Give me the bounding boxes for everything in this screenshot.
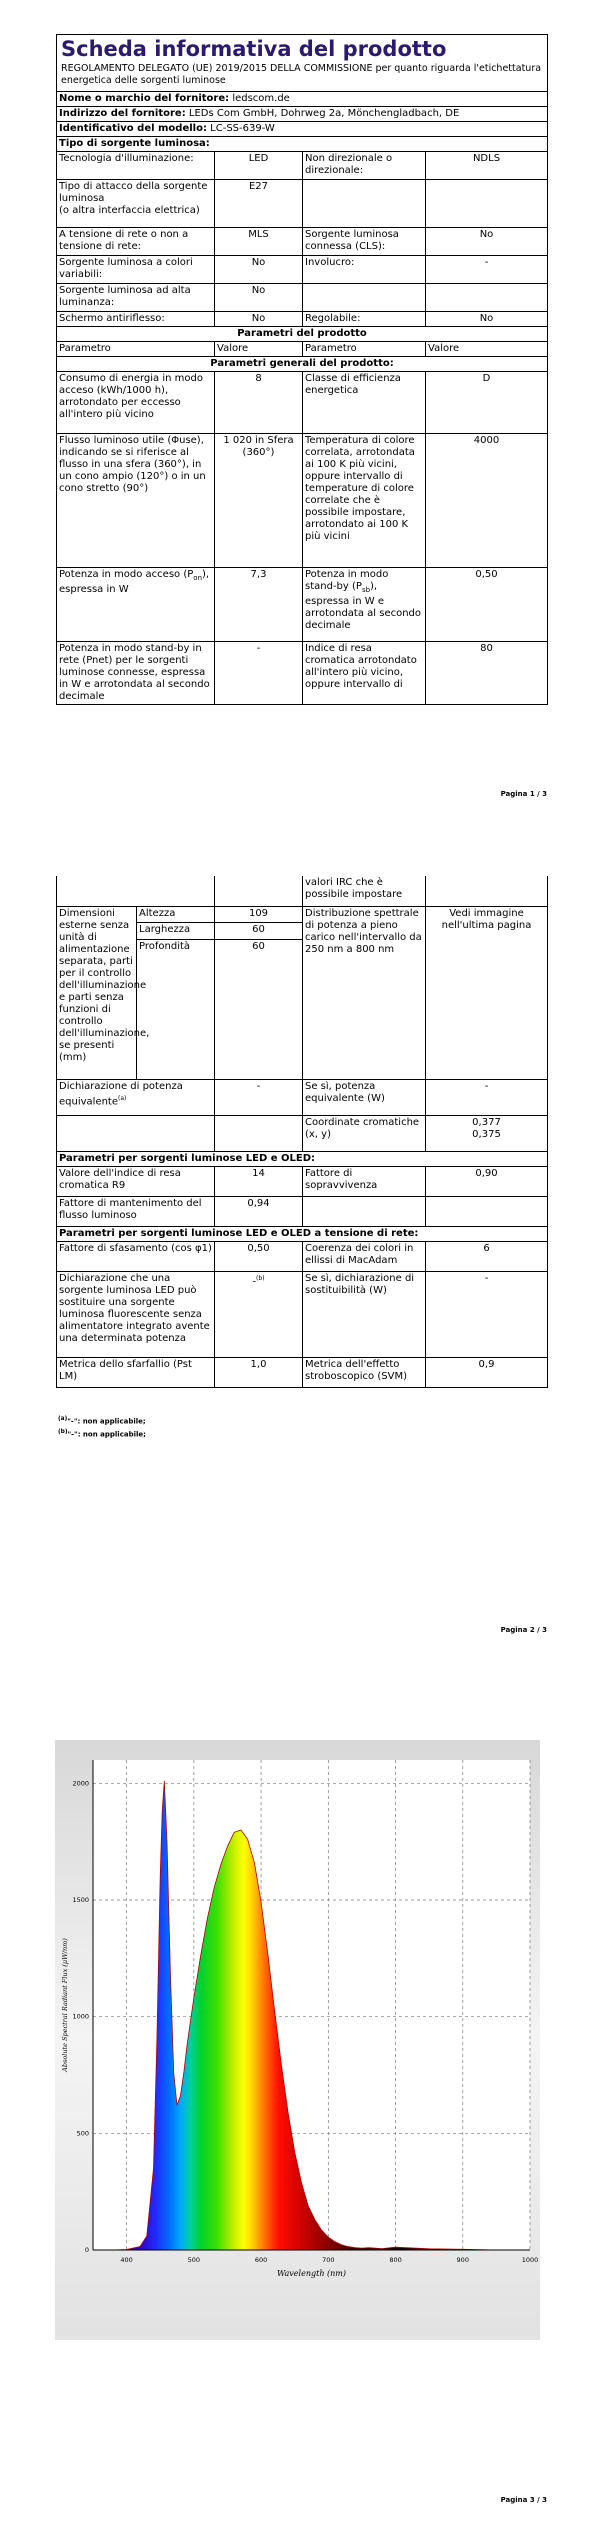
param-value: 0,94 xyxy=(215,1196,303,1226)
equivalent-power-w-value: - xyxy=(426,1079,548,1115)
type-row-value: No xyxy=(215,284,303,312)
page-number: Pagina 1 / 3 xyxy=(500,790,547,798)
footnotes xyxy=(58,1414,146,1441)
params-header: Parametri del prodotto xyxy=(57,327,548,342)
param-label: Valore dell'indice di resa cromatica R9 xyxy=(57,1166,215,1196)
param-value: 1,0 xyxy=(215,1357,303,1387)
dimension-name: Profondità xyxy=(137,939,215,1079)
supplier-address-value: LEDs Com GmbH, Dohrweg 2a, Mönchengladbach, DE xyxy=(188,108,460,119)
param-label: Fattore di sfasamento (cos φ1) xyxy=(57,1241,215,1271)
param-value-2: 0,9 xyxy=(426,1357,548,1387)
type-row-value: No xyxy=(215,312,303,327)
param-label-2: Classe di efficienza energetica xyxy=(303,372,426,434)
param-value: 1 020 in Sfera (360°) xyxy=(215,434,303,568)
y-tick-label: 2000 xyxy=(72,1779,89,1788)
param-value-2: - xyxy=(426,1271,548,1357)
type-row-label: Schermo antiriflesso: xyxy=(57,312,215,327)
dimension-name: Altezza xyxy=(137,906,215,923)
page-number: Pagina 2 / 3 xyxy=(500,1626,547,1634)
param-label: Metrica dello sfarfallio (Pst LM) xyxy=(57,1357,215,1387)
param-value-2: 4000 xyxy=(426,434,548,568)
light-source-type-header: Tipo di sorgente luminosa: xyxy=(57,137,548,152)
base-type-label: Tipo di attacco della sorgente luminosa (o altra interfaccia elettrica) xyxy=(59,181,208,216)
type-row-value: E27 xyxy=(215,180,303,228)
param-label: Potenza in modo acceso $(P_{on})$, espressa in W xyxy=(57,568,215,642)
dimension-value: 109 xyxy=(215,906,303,923)
supplier-address-label: Indirizzo del fornitore: xyxy=(59,108,186,119)
chroma-x: 0,377 xyxy=(472,1116,501,1128)
dimension-value: 60 xyxy=(215,939,303,1079)
page-number: Pagina 3 / 3 xyxy=(500,2496,547,2504)
model-label: Identificativo del modello: xyxy=(59,123,207,134)
type-row-label-2: Regolabile: xyxy=(303,312,426,327)
param-label-2: Fattore di sopravvivenza xyxy=(303,1166,426,1196)
dimension-name: Larghezza xyxy=(137,923,215,940)
model-value: LC-SS-639-W xyxy=(210,123,275,134)
param-label-2 xyxy=(303,1196,426,1226)
type-row-label: Tecnologia d'illuminazione: xyxy=(57,152,215,180)
dimensions-label: Dimensioni esterne senza unità di alimentazione separata, parti per il controllo dell'illuminazione e parti senza funzioni di controllo dell'illuminazione, se presenti (mm) xyxy=(57,906,137,1079)
x-axis-label: Wavelength (nm) xyxy=(276,2269,347,2278)
type-row-value: No xyxy=(215,256,303,284)
type-row-value-2: NDLS xyxy=(426,152,548,180)
param-label: Potenza in modo stand-by in rete (Pnet) per le sorgenti luminose connesse, espressa in W e arrotondata al secondo decimale xyxy=(57,642,215,705)
param-value-2: 6 xyxy=(426,1241,548,1271)
param-label-2: Se sì, dichiarazione di sostituibilità (W) xyxy=(303,1271,426,1357)
param-value: 8 xyxy=(215,372,303,434)
col-header-param-2: Parametro xyxy=(303,342,426,357)
spectral-chart-svg xyxy=(55,1740,540,2340)
dimension-value: 60 xyxy=(215,923,303,940)
x-tick-label: 600 xyxy=(254,2256,268,2264)
y-tick-label: 500 xyxy=(76,2129,89,2138)
document-subtitle: REGOLAMENTO DELEGATO (UE) 2019/2015 DELLA COMMISSIONE per quanto riguarda l'etichettatura energetica delle sorgenti luminose xyxy=(61,63,542,86)
param-label-2: Indice di resa cromatica arrotondato all'intero più vicino, oppure intervallo di xyxy=(303,642,426,705)
footnote-a: $^{(a)}$"-": non applicabile; xyxy=(58,1416,146,1426)
document-title: Scheda informativa del prodotto xyxy=(61,37,447,61)
type-row-label: A tensione di rete o non a tensione di rete: xyxy=(57,228,215,256)
param-value-2: 0,90 xyxy=(426,1166,548,1196)
x-tick-label: 900 xyxy=(456,2256,469,2264)
x-tick-label: 500 xyxy=(187,2256,201,2264)
mains-params-header: Parametri per sorgenti luminose LED e OLED a tensione di rete: xyxy=(57,1226,548,1241)
replacement-value: - xyxy=(252,1275,257,1287)
param-label: Dichiarazione che una sorgente luminosa LED può sostituire una sorgente luminosa fluorescente senza alimentatore integrato avente una determinata potenza xyxy=(57,1271,215,1357)
x-tick-label: 1000 xyxy=(521,2256,539,2264)
empty-cell xyxy=(215,1115,303,1151)
type-row-value: LED xyxy=(215,152,303,180)
param-value: 0,50 xyxy=(215,1241,303,1271)
supplier-name-label: Nome o marchio del fornitore: xyxy=(59,93,230,104)
param-label-2: Potenza in modo stand-by $(P_{sb})$, espressa in W e arrotondata al secondo decimale xyxy=(303,568,426,642)
product-info-table-p2 xyxy=(56,876,548,1388)
param-label-2: Metrica dell'effetto stroboscopico (SVM) xyxy=(303,1357,426,1387)
chroma-value xyxy=(426,1115,548,1151)
y-tick-label: 1000 xyxy=(72,2012,89,2021)
y-axis-label: Absolute Spectral Radiant Flux (μW/nm) xyxy=(61,1938,69,2072)
param-label: Flusso luminoso utile (Φuse), indicando se si riferisce al flusso in una sfera (360°), in un cono ampio (120°) o in un cono stretto (90°) xyxy=(57,434,215,568)
empty-cell xyxy=(57,1115,215,1151)
footnote-b-marker: (b) xyxy=(256,1274,265,1282)
param-value-2: 0,50 xyxy=(426,568,548,642)
x-tick-label: 700 xyxy=(322,2256,335,2264)
param-label-2: Coerenza dei colori in ellissi di MacAdam xyxy=(303,1241,426,1271)
led-params-header: Parametri per sorgenti luminose LED e OLED: xyxy=(57,1151,548,1166)
col-header-param: Parametro xyxy=(57,342,215,357)
type-row-label: Sorgente luminosa ad alta luminanza: xyxy=(57,284,215,312)
param-value-2 xyxy=(426,1196,548,1226)
param-value: 14 xyxy=(215,1166,303,1196)
type-row-value: MLS xyxy=(215,228,303,256)
y-tick-label: 1500 xyxy=(72,1896,89,1904)
equivalent-power-label xyxy=(57,1079,215,1115)
spectral-distribution-value: Vedi immagine nell'ultima pagina xyxy=(426,906,548,1079)
type-row-value-2: No xyxy=(426,228,548,256)
param-label-2: Temperatura di colore correlata, arrotondata ai 100 K più vicini, oppure intervallo di temperature di colore correlate che è possibile impostare, arrotondato ai 100 K più vicini xyxy=(303,434,426,568)
equivalent-power-w-label: Se sì, potenza equivalente (W) xyxy=(303,1079,426,1115)
type-row-label-2: Involucro: xyxy=(303,256,426,284)
param-value xyxy=(215,1271,303,1357)
param-value: - xyxy=(215,642,303,705)
type-row-label-2: Sorgente luminosa connessa (CLS): xyxy=(303,228,426,256)
type-row-value-2: No xyxy=(426,312,548,327)
type-row-value-2: - xyxy=(426,256,548,284)
y-tick-label-zero: 0 xyxy=(84,2246,89,2254)
general-params-header: Parametri generali del prodotto: xyxy=(57,357,548,372)
equivalent-power-value: - xyxy=(215,1079,303,1115)
chroma-y: 0,375 xyxy=(472,1128,501,1140)
type-row-label: Sorgente luminosa a colori variabili: xyxy=(57,256,215,284)
x-tick-label: 400 xyxy=(120,2256,133,2264)
type-row-label-2: Non direzionale o direzionale: xyxy=(303,152,426,180)
col-header-value: Valore xyxy=(215,342,303,357)
spectral-distribution-label: Distribuzione spettrale di potenza a pieno carico nell'intervallo da 250 nm a 800 nm xyxy=(303,906,426,1079)
cont-empty xyxy=(215,876,303,906)
chroma-label: Coordinate cromatiche (x, y) xyxy=(303,1115,426,1151)
footnote-a-marker: (a) xyxy=(118,1094,127,1102)
param-value: 7,3 xyxy=(215,568,303,642)
cont-empty xyxy=(57,876,215,906)
x-tick-label: 800 xyxy=(389,2256,402,2264)
spectral-chart xyxy=(55,1740,540,2340)
footnote-b: $^{(b)}$"-": non applicabile; xyxy=(58,1429,146,1439)
param-value-2: D xyxy=(426,372,548,434)
cont-cri-text: valori IRC che è possibile impostare xyxy=(303,876,426,906)
param-label: Fattore di mantenimento del flusso luminoso xyxy=(57,1196,215,1226)
col-header-value-2: Valore xyxy=(426,342,548,357)
equiv-label-text: Dichiarazione di potenza equivalente xyxy=(59,1080,183,1107)
cont-empty xyxy=(426,876,548,906)
param-label: Consumo di energia in modo acceso (kWh/1000 h), arrotondato per eccesso all'intero più vicino xyxy=(57,372,215,434)
param-value-2: 80 xyxy=(426,642,548,705)
supplier-name-value: ledscom.de xyxy=(232,93,290,104)
